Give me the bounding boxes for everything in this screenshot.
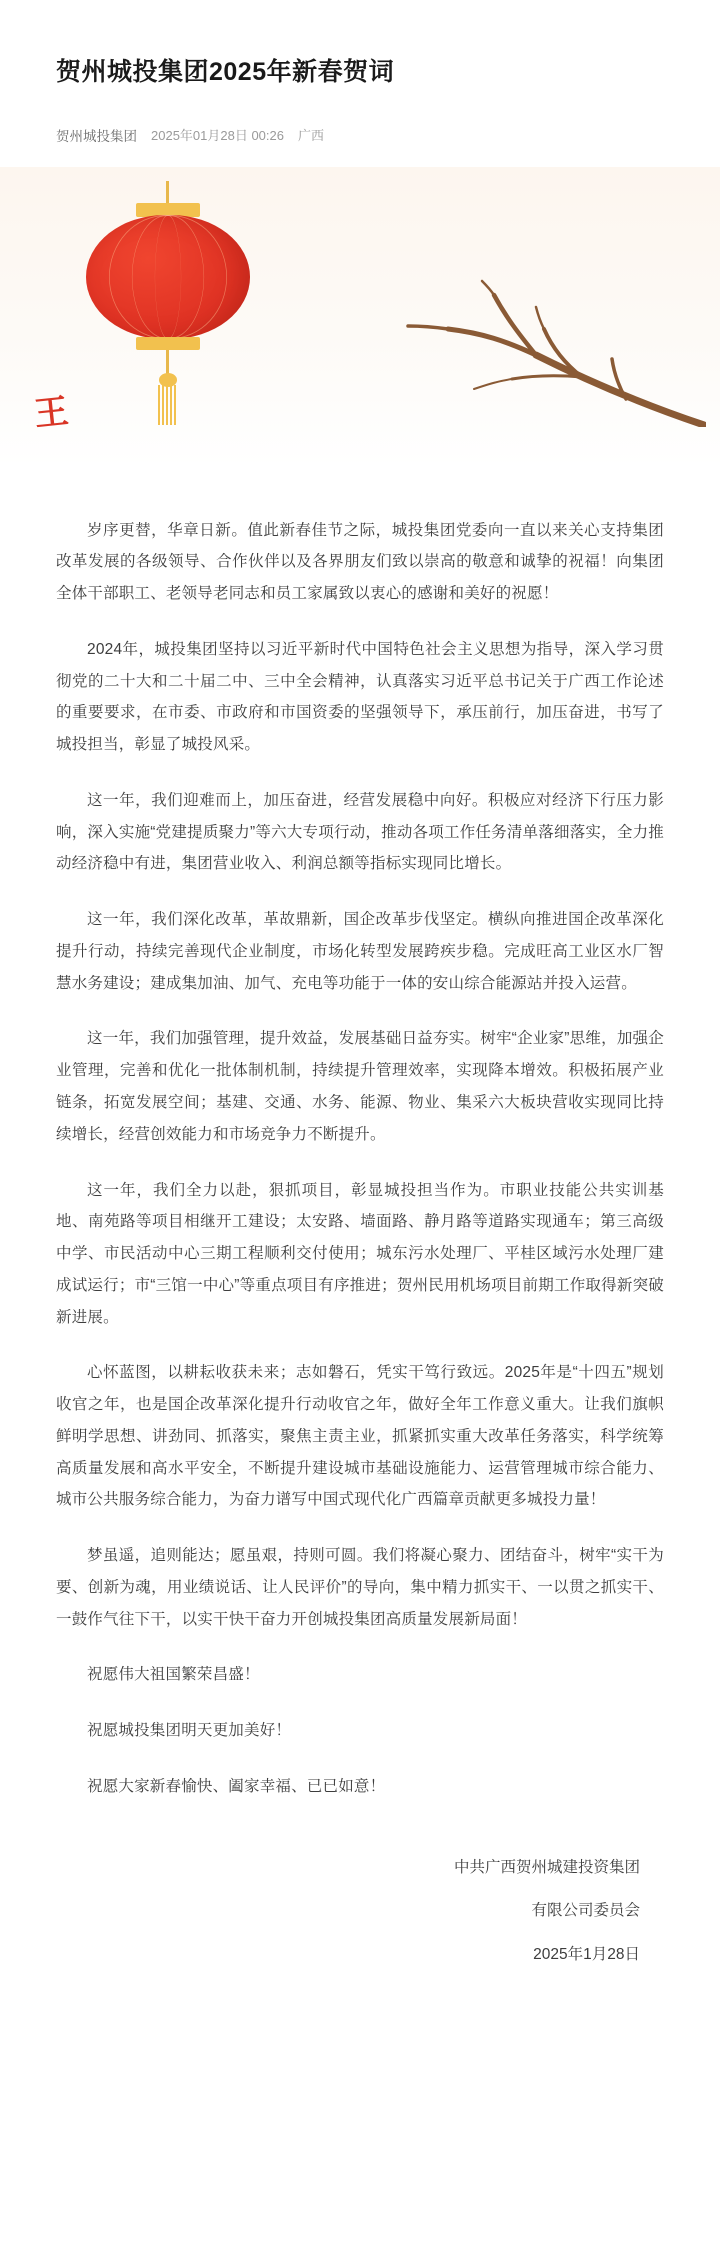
article-body xyxy=(0,17,720,2043)
paragraph: 2024年，城投集团坚持以习近平新时代中国特色社会主义思想为指导，深入学习贯彻党的二十大和二十届二中、三中全会精神，认真落实习近平总书记关于广西工作论述的重要要求，在市委、市政府和市国资委的坚强领导下，承压前行，加压奋进，书写了城投担当，彰显了城投风采。 xyxy=(56,640,664,754)
signature-block xyxy=(0,1827,720,2043)
article-timestamp: 2025年01月28日 00:26 xyxy=(151,128,284,143)
paragraph: 这一年，我们加强管理，提升效益，发展基础日益夯实。树牢“企业家”思维，加强企业管理，完善和优化一批体制机制，持续提升管理效率，实现降本增效。积极拓展产业链条，拓宽发展空间；基建、交通、水务、能源、物业、集采六大板块营收实现同比持续增长，经营创效能力和市场竞争力不断提升。 xyxy=(56,1030,664,1143)
article-source[interactable]: 贺州城投集团 xyxy=(56,128,137,144)
fu-character: 王 xyxy=(32,390,71,435)
paragraph: 心怀蓝图，以耕耘收获未来；志如磐石，凭实干笃行致远。2025年是“十四五”规划收官之年，也是国企改革深化提升行动收官之年，做好全年工作意义重大。让我们旗帜鲜明学思想、讲劲同、抓落实，聚焦主责主业，抓紧抓实重大改革任务落实，科学统筹高质量发展和高水平安全，不断提升建设城市基础设施能力、运营管理城市综合能力、城市公共服务综合能力，为奋力谱写中国式现代化广西篇章贡献更多城投力量！ xyxy=(56,1364,664,1509)
page-title: 贺州城投集团2025年新春贺词 xyxy=(56,57,395,86)
article-region: 广西 xyxy=(297,128,324,143)
signature-date: 2025年1月28日 xyxy=(533,1945,640,1963)
article-content xyxy=(0,467,720,1803)
article-meta xyxy=(0,107,720,145)
paragraph: 祝愿伟大祖国繁荣昌盛！ xyxy=(87,1666,260,1684)
signature-line: 中共广西贺州城建投资集团 xyxy=(453,1858,640,1876)
paragraph: 岁序更替，华章日新。值此新春佳节之际，城投集团党委向一直以来关心支持集团改革发展的各级领导、合作伙伴以及各界朋友们致以崇高的敬意和诚挚的祝福！向集团全体干部职工、老领导老同志和员工家属致以衷心的感谢和美好的祝愿！ xyxy=(56,521,664,603)
paragraph: 这一年，我们全力以赴，狠抓项目，彰显城投担当作为。市职业技能公共实训基地、南苑路等项目相继开工建设；太安路、墙面路、静月路等道路实现通车；第三高级中学、市民活动中心三期工程顺利交付使用；城东污水处理厂、平桂区域污水处理厂建成试运行；市“三馆一中心”等重点项目有序推进；贺州民用机场项目前期工作取得新突破新进展。 xyxy=(56,1181,664,1326)
branch-icon xyxy=(386,277,706,427)
hero-illustration xyxy=(0,167,720,467)
paragraph: 这一年，我们迎难而上，加压奋进，经营发展稳中向好。积极应对经济下行压力影响，深入实施“党建提质聚力”等六大专项行动，推动各项工作任务清单落细落实，全力推动经济稳中有进，集团营业收入、利润总额等指标实现同比增长。 xyxy=(56,791,664,873)
paragraph: 祝愿大家新春愉快、阖家幸福、已已如意！ xyxy=(87,1778,386,1795)
signature-line: 有限公司委员会 xyxy=(531,1902,640,1920)
paragraph: 梦虽遥，追则能达；愿虽艰，持则可圆。我们将凝心聚力、团结奋斗，树牢“实干为要、创新为魂，用业绩说话、让人民评价”的导向，集中精力抓实干、一以贯之抓实干、一鼓作气往下干，以实干快干奋力开创城投集团高质量发展新局面！ xyxy=(56,1547,664,1628)
paragraph: 这一年，我们深化改革，革故鼎新，国企改革步伐坚定。横纵向推进国企改革深化提升行动，持续完善现代企业制度，市场化转型发展跨疾步稳。完成旺高工业区水厂智慧水务建设；建成集加油、加气、充电等功能于一体的安山综合能源站并投入运营。 xyxy=(56,911,664,992)
paragraph: 祝愿城投集团明天更加美好！ xyxy=(87,1722,292,1740)
lantern-icon xyxy=(58,181,278,451)
